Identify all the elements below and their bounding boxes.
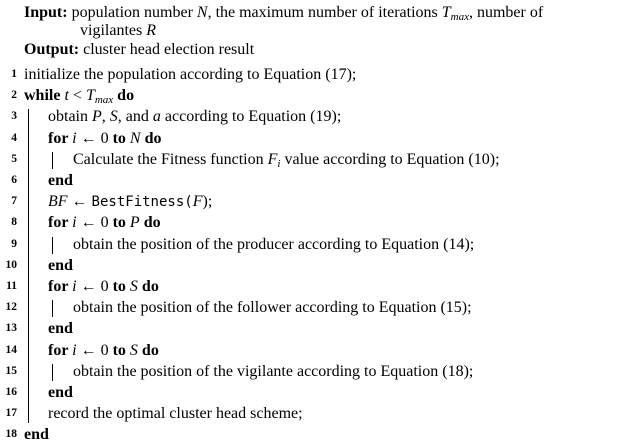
line-code bbox=[24, 424, 49, 445]
line-code bbox=[73, 361, 473, 382]
line-number: 7 bbox=[11, 195, 17, 208]
algorithm-line-5 bbox=[0, 149, 621, 170]
line-code bbox=[73, 297, 472, 318]
code-token: i bbox=[72, 214, 77, 232]
code-token: T bbox=[85, 87, 95, 105]
code-token: end bbox=[48, 172, 73, 189]
algorithm-line-15 bbox=[0, 361, 621, 382]
code-token: obtain the position of the follower according to Equation (15); bbox=[73, 299, 472, 317]
line-number: 17 bbox=[5, 407, 17, 420]
code-token: N bbox=[129, 129, 141, 147]
code-token: Calculate the Fitness function bbox=[73, 150, 268, 168]
code-token: , and bbox=[117, 108, 153, 126]
line-code bbox=[48, 340, 159, 361]
code-token: ← bbox=[67, 193, 92, 211]
while-block-rule bbox=[28, 109, 29, 423]
algorithm-line-17 bbox=[0, 403, 621, 424]
code-token: end bbox=[48, 320, 73, 338]
algorithm-line-16 bbox=[0, 382, 621, 403]
code-token: for bbox=[48, 129, 73, 147]
code-token: , number of bbox=[468, 4, 544, 21]
line-number: 3 bbox=[11, 110, 17, 123]
code-token: while bbox=[24, 87, 65, 105]
code-token: do bbox=[137, 278, 159, 295]
line-number: 9 bbox=[11, 237, 17, 250]
code-token: do bbox=[113, 87, 135, 105]
line-code bbox=[48, 128, 162, 149]
code-token: ← 0 bbox=[76, 341, 113, 359]
line-number: 2 bbox=[11, 89, 17, 102]
code-token: BF bbox=[48, 193, 68, 211]
line-code bbox=[48, 382, 73, 403]
input-line-continued bbox=[80, 21, 156, 41]
line-number: 15 bbox=[5, 364, 17, 377]
code-token: T bbox=[441, 4, 451, 21]
code-token: do bbox=[140, 129, 162, 147]
for-block-rule-2 bbox=[52, 237, 53, 254]
algorithm-line-4 bbox=[0, 128, 621, 149]
algorithm-line-7 bbox=[0, 191, 621, 212]
line-number: 8 bbox=[11, 216, 17, 229]
line-code bbox=[48, 170, 73, 191]
line-code bbox=[48, 403, 303, 424]
line-code bbox=[48, 191, 212, 213]
line-code bbox=[48, 276, 159, 297]
code-token: i bbox=[72, 278, 77, 295]
output-line bbox=[24, 40, 254, 60]
code-token: ); bbox=[202, 193, 213, 211]
code-token: for bbox=[48, 341, 73, 359]
code-token: obtain the position of the vigilante according to Equation (18); bbox=[73, 362, 474, 380]
code-token: for bbox=[48, 278, 73, 295]
algorithm-line-6 bbox=[0, 170, 621, 191]
code-token: end bbox=[48, 256, 73, 274]
algorithm-line-1 bbox=[0, 64, 621, 85]
output-label: Output: bbox=[24, 41, 80, 58]
code-token: , the maximum number of iterations bbox=[207, 4, 442, 21]
code-token: N bbox=[196, 4, 208, 21]
output-text bbox=[83, 41, 254, 58]
for-block-rule-4 bbox=[52, 364, 53, 381]
line-number: 16 bbox=[5, 386, 17, 398]
code-token: i bbox=[72, 341, 77, 359]
code-token: ← 0 bbox=[76, 214, 113, 232]
code-token: t bbox=[64, 87, 69, 105]
code-token: , bbox=[101, 108, 110, 126]
code-token: max bbox=[94, 94, 114, 107]
code-token: S bbox=[109, 108, 118, 126]
algorithm-line-12 bbox=[0, 297, 621, 318]
algorithm-line-18 bbox=[0, 424, 621, 445]
line-number: 18 bbox=[5, 428, 17, 441]
code-token: S bbox=[129, 278, 138, 295]
line-number: 14 bbox=[5, 343, 17, 356]
line-code bbox=[48, 106, 341, 127]
code-token: do bbox=[139, 214, 161, 232]
code-token: end bbox=[24, 426, 49, 444]
algorithm-line-14 bbox=[0, 340, 621, 361]
line-code bbox=[24, 64, 356, 85]
code-token: vigilantes bbox=[80, 22, 147, 39]
line-number: 11 bbox=[6, 280, 17, 292]
line-number: 12 bbox=[5, 301, 17, 314]
line-number: 5 bbox=[11, 152, 17, 165]
line-number: 13 bbox=[5, 322, 17, 335]
code-token: R bbox=[146, 22, 156, 39]
code-token: end bbox=[48, 384, 73, 401]
code-token: max bbox=[450, 11, 469, 23]
code-token: P bbox=[92, 108, 102, 126]
code-token: population number bbox=[71, 4, 197, 21]
code-token: according to Equation (19); bbox=[160, 108, 342, 126]
algorithm-line-3 bbox=[0, 106, 621, 127]
code-token: do bbox=[137, 341, 159, 359]
algorithm-line-13 bbox=[0, 318, 621, 339]
code-token: a bbox=[152, 108, 161, 126]
line-code bbox=[48, 255, 73, 276]
code-token: ← 0 bbox=[76, 278, 113, 295]
code-token: initialize the population according to Equation (17); bbox=[24, 66, 357, 83]
line-code bbox=[73, 234, 474, 255]
code-token: for bbox=[48, 214, 73, 232]
code-token: i bbox=[72, 129, 77, 147]
line-code bbox=[48, 212, 161, 233]
algorithm-line-10 bbox=[0, 255, 621, 276]
algorithm-line-11 bbox=[0, 276, 621, 297]
line-code bbox=[48, 318, 73, 339]
code-token: obtain the position of the producer according to Equation (14); bbox=[73, 235, 475, 253]
for-block-rule-3 bbox=[52, 300, 53, 317]
code-token: obtain bbox=[48, 108, 92, 126]
code-token: record the optimal cluster head scheme; bbox=[48, 405, 303, 423]
line-number: 1 bbox=[11, 68, 17, 80]
code-token: < bbox=[68, 87, 86, 105]
code-token: BestFitness( bbox=[91, 194, 193, 211]
for-block-rule-1 bbox=[52, 152, 53, 169]
line-number: 4 bbox=[11, 131, 17, 144]
code-token: S bbox=[129, 341, 138, 359]
algorithm-line-2 bbox=[0, 85, 621, 106]
code-token: value according to Equation (10); bbox=[280, 150, 500, 168]
code-token: cluster head election result bbox=[83, 41, 255, 58]
code-token: F bbox=[192, 193, 203, 211]
code-token: to bbox=[112, 129, 130, 147]
code-token: to bbox=[112, 214, 130, 232]
input-text-continued bbox=[80, 22, 156, 39]
line-number: 6 bbox=[11, 174, 17, 186]
input-label: Input: bbox=[24, 4, 68, 21]
input-text bbox=[72, 4, 544, 21]
line-number: 10 bbox=[5, 258, 17, 271]
code-token: to bbox=[112, 278, 130, 295]
code-token: F bbox=[267, 150, 278, 168]
algorithm-line-8 bbox=[0, 212, 621, 233]
algorithm-line-9 bbox=[0, 234, 621, 255]
code-token: to bbox=[112, 341, 130, 359]
code-token: i bbox=[277, 157, 281, 170]
code-token: ← 0 bbox=[76, 129, 113, 147]
code-token: P bbox=[129, 214, 140, 232]
